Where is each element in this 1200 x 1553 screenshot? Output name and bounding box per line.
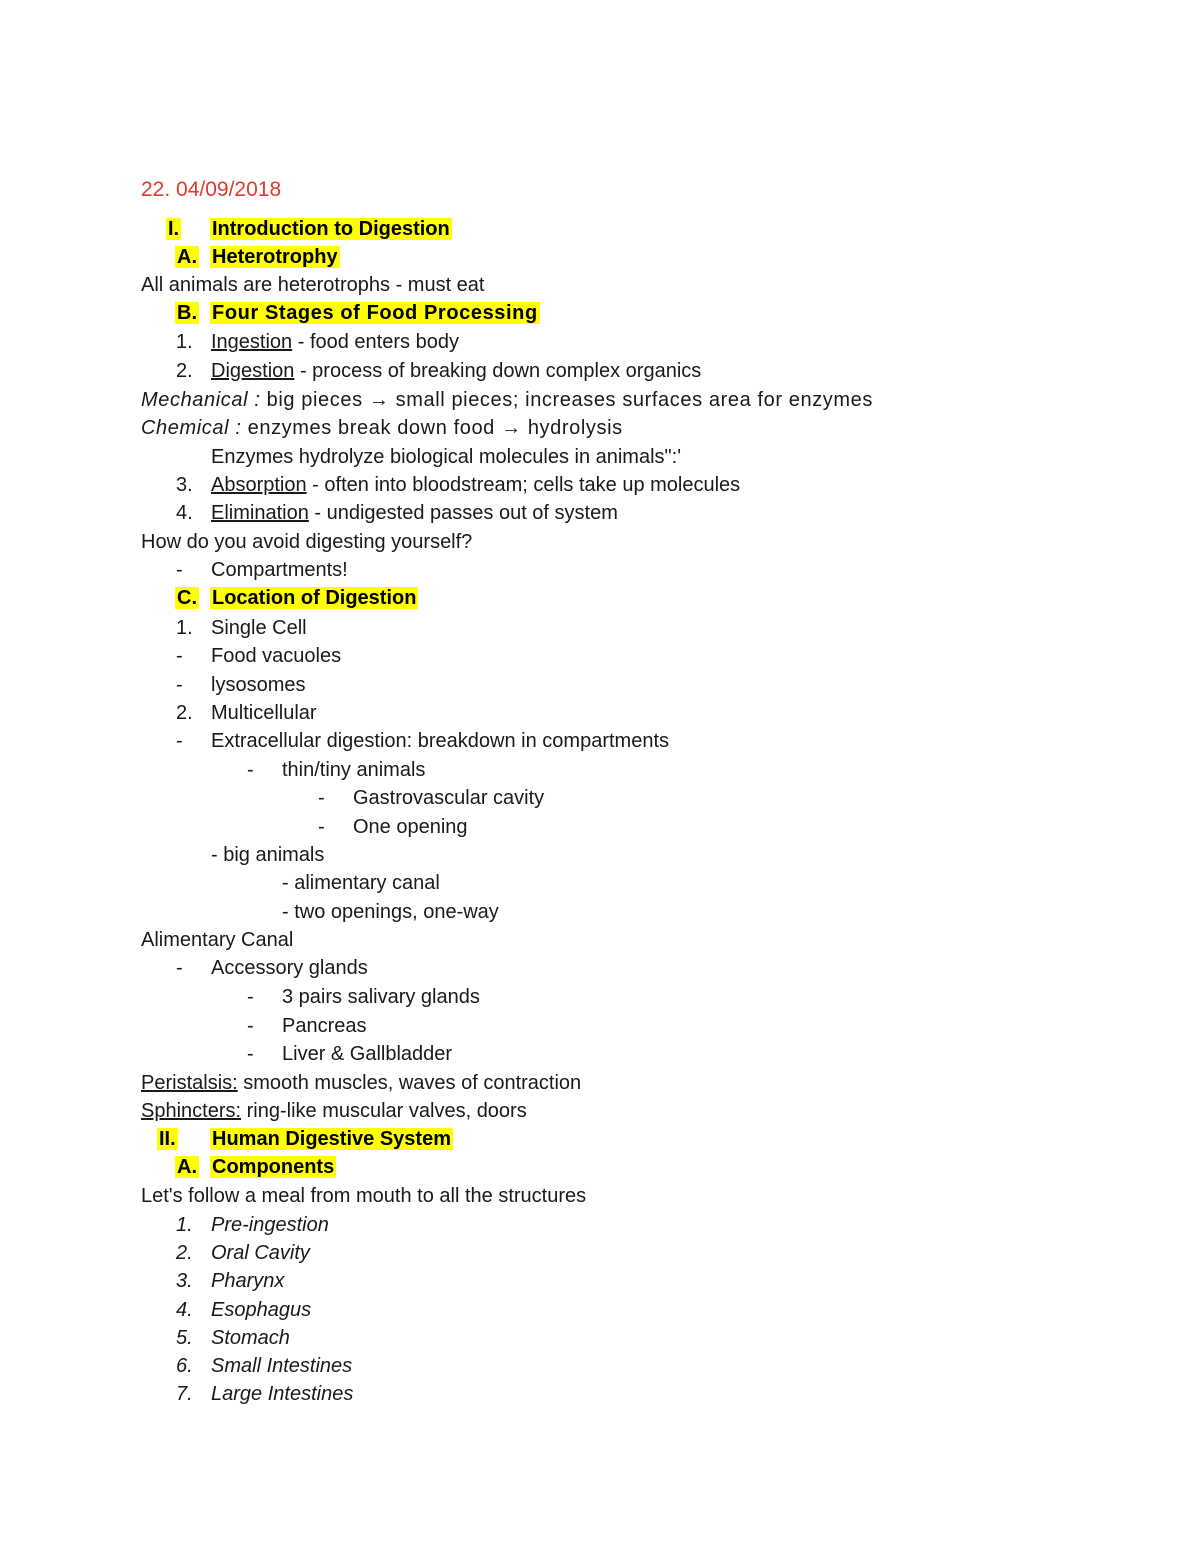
bullet-marker: - — [176, 957, 183, 979]
stage-3-marker: 3. — [176, 474, 193, 496]
bullet-marker: - — [318, 787, 325, 809]
stage-2-marker: 2. — [176, 360, 193, 382]
chemical-desc: enzymes break down food → hydrolysis — [241, 417, 623, 439]
stage-3-desc: - often into bloodstream; cells take up molecules — [306, 474, 741, 496]
subsection-2a-marker-wrap — [175, 1153, 199, 1181]
stage-1-term: Ingestion — [211, 331, 293, 353]
question-text: How do you avoid digesting yourself? — [141, 531, 473, 553]
salivary-glands-item: 3 pairs salivary glands — [282, 986, 480, 1008]
section-1-title-wrap — [210, 215, 452, 243]
compartments-item: Compartments! — [211, 559, 348, 581]
heterotrophy-text: All animals are heterotrophs - must eat — [141, 274, 485, 296]
subsection-b-title: Four Stages of Food Processing — [212, 302, 538, 324]
stage-1-marker: 1. — [176, 331, 193, 353]
sphincters-term: Sphincters: — [141, 1100, 242, 1122]
big-animals-item: - big animals — [211, 844, 325, 866]
stage-4 — [211, 499, 618, 527]
subsection-a-title-wrap — [210, 243, 340, 271]
subsection-2a-title-wrap — [210, 1153, 336, 1181]
bullet-marker: - — [176, 645, 183, 667]
subsection-2a-marker: A. — [177, 1156, 197, 1178]
thin-animals-item: thin/tiny animals — [282, 759, 426, 781]
date-heading: 22. 04/09/2018 — [141, 178, 282, 201]
stage-3-term: Absorption — [211, 474, 307, 496]
mechanical-desc: big pieces → small pieces; increases surfaces area for enzymes — [260, 389, 873, 411]
list-marker: 2. — [176, 702, 193, 724]
sphincters-line — [141, 1097, 527, 1125]
single-cell-item: Single Cell — [211, 617, 307, 639]
component-item: Pharynx — [211, 1270, 285, 1292]
subsection-a-marker: A. — [177, 246, 197, 268]
section-2-title: Human Digestive System — [212, 1128, 451, 1150]
subsection-b-marker: B. — [177, 302, 197, 324]
subsection-a-marker-wrap — [175, 243, 199, 271]
component-item: Small Intestines — [211, 1355, 353, 1377]
stage-4-term: Elimination — [211, 502, 309, 524]
component-item: Large Intestines — [211, 1383, 354, 1405]
mechanical-line — [141, 386, 873, 414]
chemical-line — [141, 414, 623, 442]
peristalsis-desc: smooth muscles, waves of contraction — [237, 1072, 582, 1094]
peristalsis-term: Peristalsis: — [141, 1072, 238, 1094]
list-marker: 4. — [176, 1299, 193, 1321]
component-item: Pre-ingestion — [211, 1214, 329, 1236]
gastrovascular-item: Gastrovascular cavity — [353, 787, 545, 809]
chemical-term: Chemical : — [141, 417, 242, 439]
lysosomes-item: lysosomes — [211, 674, 306, 696]
stage-4-marker: 4. — [176, 502, 193, 524]
section-1-title: Introduction to Digestion — [212, 218, 450, 240]
bullet-marker: - — [247, 759, 254, 781]
sphincters-desc: ring-like muscular valves, doors — [241, 1100, 527, 1122]
bullet-marker: - — [247, 1043, 254, 1065]
section-1-heading — [166, 215, 181, 243]
component-item: Oral Cavity — [211, 1242, 310, 1264]
bullet-marker: - — [247, 1015, 254, 1037]
peristalsis-line — [141, 1069, 581, 1097]
stage-4-desc: - undigested passes out of system — [308, 502, 618, 524]
section-2-marker-wrap — [157, 1125, 178, 1153]
stage-2-term: Digestion — [211, 360, 295, 382]
section-2-marker: II. — [159, 1128, 176, 1150]
two-openings-item: - two openings, one-way — [282, 901, 499, 923]
pancreas-item: Pancreas — [282, 1015, 367, 1037]
subsection-c-marker: C. — [177, 587, 197, 609]
bullet-marker: - — [318, 816, 325, 838]
bullet-marker: - — [247, 986, 254, 1008]
stage-2-desc: - process of breaking down complex organics — [294, 360, 702, 382]
multicellular-item: Multicellular — [211, 702, 317, 724]
list-marker: 1. — [176, 617, 193, 639]
stage-3 — [211, 471, 740, 499]
alimentary-canal-heading: Alimentary Canal — [141, 929, 294, 951]
one-opening-item: One opening — [353, 816, 468, 838]
section-2-title-wrap — [210, 1125, 453, 1153]
bullet-marker: - — [176, 730, 183, 752]
stage-2 — [211, 357, 701, 385]
subsection-a-title: Heterotrophy — [212, 246, 338, 268]
extracellular-item: Extracellular digestion: breakdown in compartments — [211, 730, 669, 752]
component-item: Stomach — [211, 1327, 290, 1349]
food-vacuoles-item: Food vacuoles — [211, 645, 342, 667]
list-marker: 5. — [176, 1327, 193, 1349]
alimentary-canal-item: - alimentary canal — [282, 872, 440, 894]
list-marker: 2. — [176, 1242, 193, 1264]
components-intro: Let's follow a meal from mouth to all the structures — [141, 1185, 587, 1207]
list-marker: 7. — [176, 1383, 193, 1405]
list-marker: 1. — [176, 1214, 193, 1236]
section-marker: I. — [168, 218, 180, 240]
enzymes-note: Enzymes hydrolyze biological molecules in animals":' — [211, 446, 682, 468]
list-marker: 6. — [176, 1355, 193, 1377]
subsection-c-title: Location of Digestion — [212, 587, 417, 609]
mechanical-term: Mechanical : — [141, 389, 261, 411]
subsection-2a-title: Components — [212, 1156, 335, 1178]
stage-1 — [211, 328, 459, 356]
accessory-glands-item: Accessory glands — [211, 957, 368, 979]
bullet-marker: - — [176, 559, 183, 581]
list-marker: 3. — [176, 1270, 193, 1292]
subsection-b-marker-wrap — [175, 299, 199, 327]
subsection-b-title-wrap — [210, 299, 540, 327]
subsection-c-title-wrap — [210, 584, 418, 612]
subsection-c-marker-wrap — [175, 584, 199, 612]
bullet-marker: - — [176, 674, 183, 696]
component-item: Esophagus — [211, 1299, 312, 1321]
stage-1-desc: - food enters body — [292, 331, 459, 353]
liver-gallbladder-item: Liver & Gallbladder — [282, 1043, 453, 1065]
